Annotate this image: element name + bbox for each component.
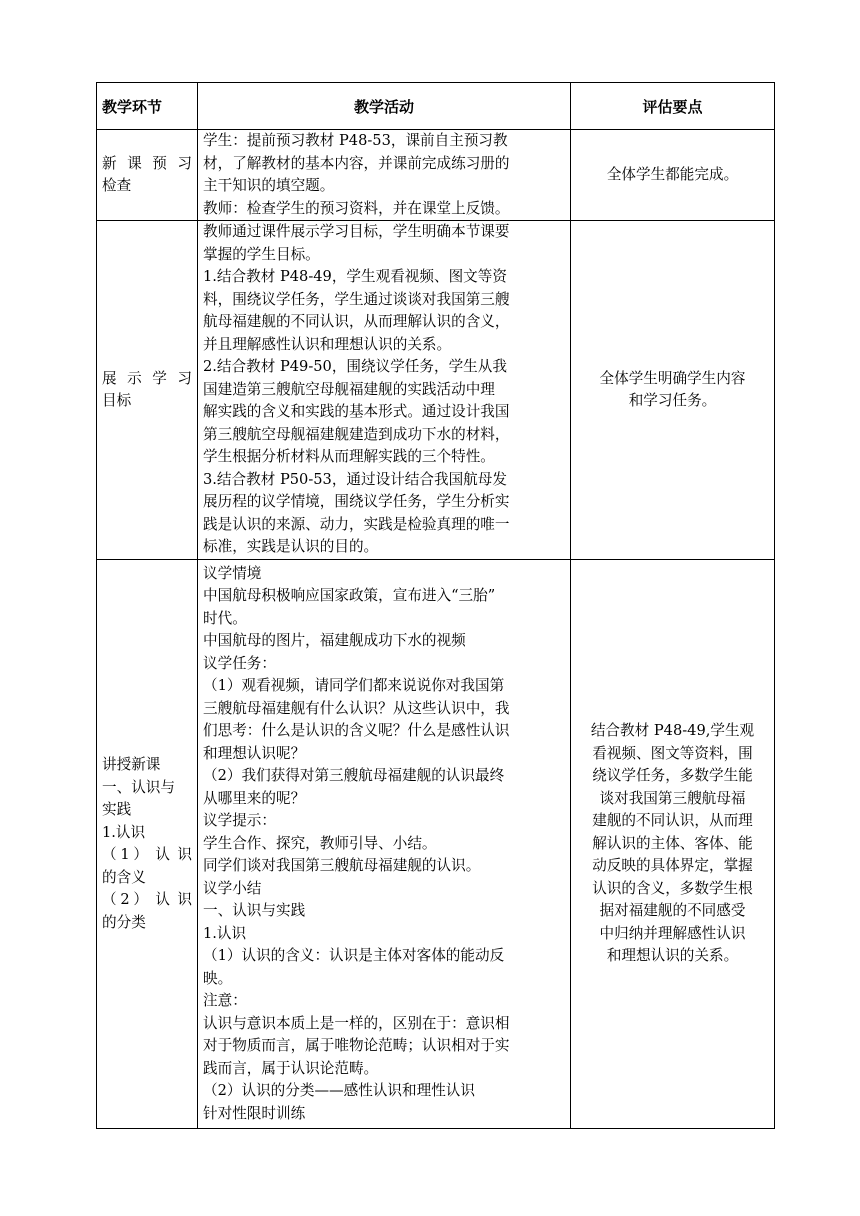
stage-line: 1.认识 [102,823,146,841]
activity-line: 针对性限时训练 [203,1104,306,1122]
activity-line: 议学任务： [203,654,276,672]
activity-line: 三艘航母福建舰有什么认识？从这些认识中，我 [203,699,510,717]
header-stage: 教学环节 [97,83,198,130]
evaluation-line: 中归纳并理解感性认识 [599,924,746,942]
stage-line: 讲授新课 [102,756,161,773]
evaluation-cell [571,221,775,560]
activity-line: 教师通过课件展示学习目标，学生明确本节课要 [203,223,510,241]
evaluation-line: 绕议学任务，多数学生能 [592,767,753,785]
evaluation-line: 建舰的不同认识，从而理 [592,812,753,830]
evaluation-line: 结合教材 P48-49,学生观 [590,722,755,740]
stage-line: 展示学习 [102,369,192,387]
activity-line: 展历程的议学情境，围绕议学任务，学生分析实 [203,493,510,511]
activity-line: 议学小结 [203,879,262,897]
activity-line: 议学情境 [203,564,262,582]
evaluation-line: 和理想认识的关系。 [606,947,739,965]
activity-line: 料，围绕议学任务，学生通过谈谈对我国第三艘 [203,290,510,308]
activity-line: 标准，实践是认识的目的。 [203,538,379,556]
activity-line: 注意： [203,992,247,1010]
table-row [97,221,775,560]
activity-cell [198,560,571,1129]
activity-line: 时代。 [203,609,247,627]
header-row [97,83,775,130]
stage-line: 的含义 [102,868,146,886]
activity-line: 主干知识的填空题。 [203,177,335,194]
activity-line: 从哪里来的呢？ [203,789,306,807]
activity-line: 学生根据分析材料从而理解实践的三个特性。 [203,448,495,466]
lesson-plan-table [96,82,775,1129]
header-evaluation: 评估要点 [571,83,775,130]
activity-line: 1.认识 [203,924,247,942]
activity-line: 议学提示： [203,812,276,830]
activity-line: 践是认识的来源、动力，实践是检验真理的唯一 [203,515,510,533]
activity-line: 材，了解教材的基本内容，并课前完成练习册的 [203,154,510,172]
activity-line: 和理想认识呢？ [203,744,306,762]
stage-line: 新课预习 [102,154,192,172]
activity-line: 对于物质而言，属于唯物论范畴；认识相对于实 [203,1037,510,1055]
evaluation-cell [571,130,775,221]
activity-line: 一、认识与实践 [203,902,306,920]
stage-cell [97,221,198,560]
stage-line: 的分类 [102,913,146,931]
activity-line: 中国航母的图片，福建舰成功下水的视频 [203,632,466,650]
evaluation-line: 和学习任务。 [628,392,717,409]
stage-line: 实践 [102,801,132,818]
stage-line: 一、认识与 [102,778,175,796]
table-row [97,130,775,221]
stage-line: （1）认识 [102,846,192,863]
evaluation-line: 动反映的具体界定，掌握 [592,857,753,875]
activity-line: 映。 [203,969,233,987]
activity-line: 认识与意识本质上是一样的，区别在于：意识相 [203,1014,510,1032]
stage-cell [97,130,198,221]
activity-line: 同学们谈对我国第三艘航母福建舰的认识。 [203,857,481,875]
evaluation-line: 全体学生明确学生内容 [599,369,746,387]
stage-cell [97,560,198,1129]
evaluation-line: 据对福建舰的不同感受 [599,902,746,920]
activity-line: 践而言，属于认识论范畴。 [203,1059,379,1077]
activity-line: 3.结合教材 P50-53，通过设计结合我国航母发 [203,470,507,488]
activity-line: 们思考：什么是认识的含义呢？什么是感性认识 [203,722,510,740]
stage-line: （2）认识 [102,891,192,908]
activity-line: 航母福建舰的不同认识，从而理解认识的含义， [203,313,510,331]
evaluation-line: 全体学生都能完成。 [606,165,739,183]
activity-line: （1）观看视频，请同学们都来说说你对我国第 [203,677,505,695]
activity-line: 教师：检查学生的预习资料，并在课堂上反馈。 [203,199,510,217]
activity-line: 中国航母积极响应国家政策，宣布进入“三胎” [203,587,496,605]
evaluation-line: 解认识的主体、客体、能 [592,834,753,852]
evaluation-line: 谈对我国第三艘航母福 [599,789,746,807]
evaluation-line: 认识的含义，多数学生根 [592,879,753,897]
activity-cell [198,130,571,221]
header-activity: 教学活动 [198,83,571,130]
activity-line: （2）我们获得对第三艘航母福建舰的认识最终 [203,767,505,785]
table-row [97,560,775,1129]
activity-line: 解实践的含义和实践的基本形式。通过设计我国 [203,403,510,421]
activity-line: 学生合作、探究，教师引导、小结。 [203,834,437,852]
activity-line: 国建造第三艘航空母舰福建舰的实践活动中理 [203,380,495,398]
activity-line: 并且理解感性认识和理想认识的关系。 [203,335,452,353]
activity-line: 学生：提前预习教材 P48-53，课前自主预习教 [203,132,508,149]
activity-line: （2）认识的分类——感性认识和理性认识 [203,1082,475,1100]
activity-line: （1）认识的含义：认识是主体对客体的能动反 [203,947,505,965]
stage-line: 目标 [102,392,132,409]
activity-line: 掌握的学生目标。 [203,245,320,263]
activity-line: 第三艘航空母舰福建舰建造到成功下水的材料， [203,425,510,443]
evaluation-line: 看视频、图文等资料，围 [592,744,753,762]
activity-line: 2.结合教材 P49-50，围绕议学任务，学生从我 [203,358,507,376]
activity-cell [198,221,571,560]
activity-line: 1.结合教材 P48-49，学生观看视频、图文等资 [203,268,507,286]
evaluation-cell [571,560,775,1129]
stage-line: 检查 [102,177,132,194]
